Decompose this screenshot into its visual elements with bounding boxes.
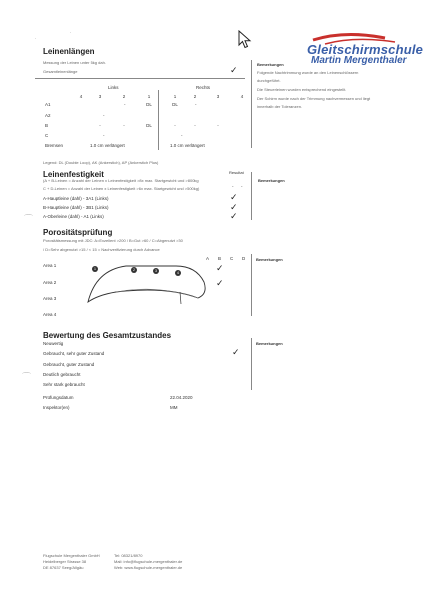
cell-dash: - xyxy=(232,184,234,189)
bremsen-left-value: 1.0 cm verlängert xyxy=(90,143,125,148)
row-label-b: B xyxy=(45,123,49,128)
footer-address-line: DE 87637 Seeg/Allgäu xyxy=(43,565,84,570)
row-label-a1: A1 xyxy=(45,102,51,107)
festigkeit-item: A-Oberleine (dahl) - A1 (Links) xyxy=(43,214,104,219)
footer-contact-line: Web: www.flugschule-mergenthaler.de xyxy=(114,565,183,570)
measure-point-1: 1 xyxy=(92,266,98,272)
cell-dash: - xyxy=(195,102,197,107)
cell-b-l1: DL xyxy=(146,123,152,128)
cell-a1-l1: DL xyxy=(146,102,152,107)
scan-dot: · xyxy=(70,30,72,35)
bremsen-label: Bremsen xyxy=(45,143,64,148)
check-mark-icon: ✓ xyxy=(230,202,238,212)
cell-a1-r1: DL xyxy=(172,102,178,107)
bewertung-option: Gebraucht, sehr guter Zustand xyxy=(43,351,105,356)
check-mark-icon: ✓ xyxy=(216,263,224,273)
table-center-divider xyxy=(158,90,159,150)
cell-dash: - xyxy=(103,113,105,118)
check-mark-icon: ✓ xyxy=(230,192,238,202)
logo-line-2: Martin Mergenthaler xyxy=(311,55,407,66)
inspektor-value: MM xyxy=(170,405,178,410)
legend-text: Legend: DL (Double Loop), AK (Ankerstich), AP (Ankerstich Plus) xyxy=(43,160,159,165)
grade-col-c: C xyxy=(230,256,234,261)
festigkeit-rule-2: C + D-Leinen = Anzahl der Leinen x Leinenfestigkeit >6x max. Startgewicht und >500kg) xyxy=(43,186,200,191)
footer-contact-line: Mail: info@flugschule-mergenthaler.de xyxy=(114,559,183,564)
resultat-header: Resultat xyxy=(229,170,244,175)
inspektor-label: Inspektor(en) xyxy=(43,405,70,410)
remarks-line: durchgeführt. xyxy=(257,78,281,83)
mouse-cursor-icon xyxy=(238,30,254,50)
measure-point-3: 3 xyxy=(153,268,159,274)
check-mark-icon: ✓ xyxy=(232,347,240,357)
check-mark-icon: ✓ xyxy=(230,211,238,221)
area-label: Area 3 xyxy=(43,296,57,301)
cell-dash: - xyxy=(241,184,243,189)
bewertung-option: Gebraucht, guter Zustand xyxy=(43,362,95,367)
area-label: Area 2 xyxy=(43,280,57,285)
pruefungsdatum-label: Prüfungsdatum xyxy=(43,395,74,400)
check-mark-icon: ✓ xyxy=(216,278,224,288)
col-r2: 2 xyxy=(193,94,197,99)
remarks-divider xyxy=(251,172,252,220)
porositaet-sub-2: / D=Sehr abgenutzt >15 / < 15 = Nachverifizierung durch Advance xyxy=(43,247,160,252)
col-l4: 4 xyxy=(79,94,83,99)
bewertung-option: Sehr stark gebraucht xyxy=(43,382,85,387)
leinen-subtitle-2: Gesamtleinenlänge xyxy=(43,69,78,74)
remarks-title-1: Bemerkungen xyxy=(257,62,284,67)
col-r3: 3 xyxy=(216,94,220,99)
divider xyxy=(35,78,245,79)
school-logo xyxy=(305,32,424,68)
cell-b-r3: - xyxy=(217,123,219,128)
festigkeit-rule-1: (A + B-Leinen = Anzahl der Leinen x Leinenfestigkeit >8x max. Startgewicht und >800kg xyxy=(43,178,199,183)
pruefungsdatum-value: 22.04.2020 xyxy=(170,395,193,400)
cell-dash: - xyxy=(103,133,105,138)
remarks-line: innerhalb der Toleranzen. xyxy=(257,104,303,109)
measure-point-4: 4 xyxy=(175,270,181,276)
scan-hole-mark: ⌒ xyxy=(22,372,32,382)
col-l1: 1 xyxy=(147,94,151,99)
cell-b-r2: - xyxy=(194,123,196,128)
wing-profile-diagram xyxy=(86,262,210,306)
scan-dot: · xyxy=(35,36,37,41)
section-title-leinenlaengen: Leinenlängen xyxy=(43,47,95,56)
footer-address-line: Flugschule Mergenthaler GmbH xyxy=(43,553,100,558)
cell-b-l2: - xyxy=(123,123,125,128)
links-header: Links xyxy=(108,85,119,90)
festigkeit-item: B-Hauptleine (dahl) - 3B1 (Links) xyxy=(43,205,109,210)
remarks-line: Folgende Nachtrimmung wurde an den Leinenschlössern xyxy=(257,70,359,75)
check-mark-icon: ✓ xyxy=(230,65,238,75)
footer-contact-line: Tel: 08321/8970 xyxy=(114,553,143,558)
section-title-bewertung: Bewertung des Gesamtzustandes xyxy=(43,331,172,340)
bewertung-option: Deutlich gebraucht xyxy=(43,372,81,377)
row-label-a2: A2 xyxy=(45,113,51,118)
leinen-subtitle-1: Messung der Leinen unter 5kg dah. xyxy=(43,60,106,65)
grade-col-b: B xyxy=(218,256,222,261)
col-l3: 3 xyxy=(98,94,102,99)
remarks-line: Die Steuerleinen wurden entsprechend eingestellt. xyxy=(257,87,347,92)
remarks-divider xyxy=(251,254,252,316)
grade-col-d: D xyxy=(242,256,246,261)
rechts-header: Rechts xyxy=(196,85,211,90)
measure-point-2: 2 xyxy=(131,267,137,273)
scan-hole-mark: ⌒ xyxy=(24,214,34,224)
bremsen-right-value: 1.0 cm verlängert xyxy=(170,143,205,148)
cell-dash: - xyxy=(181,133,183,138)
remarks-divider xyxy=(251,338,252,390)
remarks-divider xyxy=(251,60,252,148)
area-label: Area 1 xyxy=(43,263,57,268)
section-title-porositaet: Porositätsprüfung xyxy=(43,228,113,237)
remarks-title-3: Bemerkungen xyxy=(256,257,283,262)
porositaet-sub-1: Porositätsmessung mit JDC: A=Exzellent >200 / B=Gut >60 / C=Abgenutzt >30 xyxy=(43,238,183,243)
col-r1: 1 xyxy=(173,94,177,99)
col-r4: 4 xyxy=(240,94,244,99)
section-title-leinenfestigkeit: Leinenfestigkeit xyxy=(43,170,104,179)
footer-address-line: Heidelberger Strasse 38 xyxy=(43,559,87,564)
cell-b-l3: - xyxy=(99,123,101,128)
grade-col-a: A xyxy=(206,256,210,261)
row-label-c: C xyxy=(45,133,49,138)
remarks-title-2: Bemerkungen xyxy=(258,178,285,183)
logo-line-1: Gleitschirmschule xyxy=(307,42,424,57)
cell-b-r1: - xyxy=(174,123,176,128)
festigkeit-item: A-Hauptleine (dahl) - 3A1 (Links) xyxy=(43,196,109,201)
cell-dash: - xyxy=(124,102,126,107)
remarks-title-4: Bemerkungen xyxy=(256,341,283,346)
remarks-line: Der Schirm wurde nach der Trimmung nachvermessen und liegt xyxy=(257,96,371,101)
area-label: Area 4 xyxy=(43,312,57,317)
bewertung-option: Neuwertig xyxy=(43,341,64,346)
col-l2: 2 xyxy=(122,94,126,99)
